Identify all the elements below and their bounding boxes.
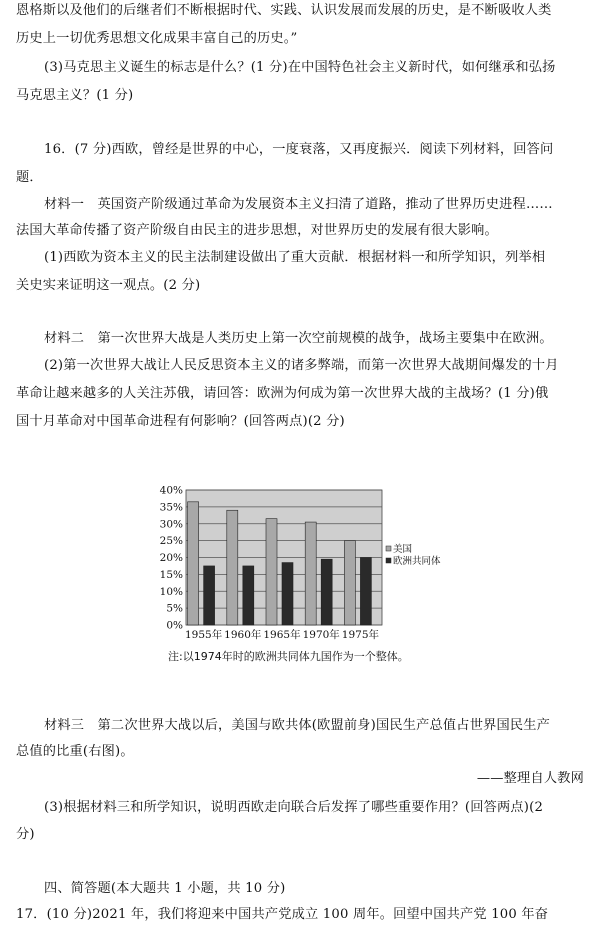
material-2-line: 材料二 第一次世界大战是人类历史上第一次空前规模的战争，战场主要集中在欧洲。 (44, 331, 553, 346)
question-16-1-line-2: 关史实来证明这一观点。(2 分) (16, 278, 201, 293)
bar-ec (204, 566, 215, 625)
y-tick-label: 10% (159, 585, 183, 598)
bar-usa (305, 522, 316, 625)
legend-label: 美国 (393, 544, 413, 555)
bar-ec (282, 563, 293, 625)
material-3-source: ——整理自人教网 (476, 771, 584, 786)
y-tick-label: 25% (159, 535, 183, 548)
material-1-line-1: 材料一 英国资产阶级通过革命为发展资本主义扫清了道路，推动了世界历史进程…… (44, 197, 553, 212)
chart-note: 注:以1974年时的欧洲共同体九国作为一个整体。 (168, 650, 409, 663)
material-1-line-2: 法国大革命传播了资产阶级自由民主的进步思想，对世界历史的发展有很大影响。 (16, 223, 498, 238)
bar-ec (360, 558, 371, 626)
x-tick-label: 1960年 (224, 629, 262, 641)
question-16-3-line-2: 分) (16, 827, 35, 842)
y-tick-label: 15% (159, 568, 183, 581)
section-4-heading: 四、简答题(本大题共 1 小题，共 10 分) (44, 881, 286, 896)
bar-ec (243, 566, 254, 625)
y-tick-label: 5% (166, 602, 183, 615)
x-tick-label: 1975年 (341, 629, 380, 641)
y-tick-label: 40% (159, 484, 183, 497)
y-tick-label: 0% (166, 619, 183, 632)
legend-swatch (386, 546, 391, 551)
y-tick-label: 30% (159, 518, 183, 531)
x-tick-label: 1955年 (184, 629, 223, 641)
x-tick-label: 1970年 (302, 629, 340, 641)
bar-usa (344, 541, 355, 625)
question-16-heading-line-1: 16．(7 分)西欧，曾经是世界的中心，一度衰落，又再度振兴．阅读下列材料，回答问 (44, 142, 554, 157)
question-16-2-line-1: (2)第一次世界大战让人民反思资本主义的诸多弊端，而第一次世界大战期间爆发的十月 (44, 358, 559, 373)
text-line-2: 历史上一切优秀思想文化成果丰富自己的历史。” (16, 31, 298, 46)
gnp-share-bar-chart (150, 480, 450, 646)
question-16-1-line-1: (1)西欧为资本主义的民主法制建设做出了重大贡献．根据材料一和所学知识，列举相 (44, 250, 546, 265)
bar-usa (188, 502, 199, 625)
question-16-2-line-2: 革命让越来越多的人关注苏俄，请回答：欧洲为何成为第一次世界大战的主战场？(1 分)俄 (16, 386, 549, 401)
question-15-3-line-2: 马克思主义？(1 分) (16, 88, 134, 103)
bar-ec (321, 559, 332, 625)
bar-usa (266, 519, 277, 625)
y-tick-label: 20% (159, 552, 183, 564)
y-tick-label: 35% (159, 501, 183, 514)
question-16-2-line-3: 国十月革命对中国革命进程有何影响？(回答两点)(2 分) (16, 414, 345, 429)
material-3-line-1: 材料三 第二次世界大战以后，美国与欧共体(欧盟前身)国民生产总值占世界国民生产 (44, 718, 551, 733)
bar-usa (227, 510, 238, 625)
x-tick-label: 1965年 (263, 629, 301, 641)
text-line-1: 恩格斯以及他们的后继者们不断根据时代、实践、认识发展而发展的历史，是不断吸收人类 (16, 3, 552, 18)
question-16-heading-line-2: 题． (16, 170, 43, 185)
question-15-3-line-1: (3)马克思主义诞生的标志是什么？(1 分)在中国特色社会主义新时代，如何继承和弘扬 (44, 60, 556, 75)
legend-label: 欧洲共同体 (393, 556, 441, 567)
legend-swatch (386, 558, 391, 563)
question-17-line-1: 17．(10 分)2021 年，我们将迎来中国共产党成立 100 周年。回望中国共产党 100 年奋 (16, 907, 549, 922)
question-16-3-line-1: (3)根据材料三和所学知识，说明西欧走向联合后发挥了哪些重要作用？(回答两点)(2 (44, 800, 544, 815)
material-3-line-2: 总值的比重(右图)。 (16, 744, 134, 759)
